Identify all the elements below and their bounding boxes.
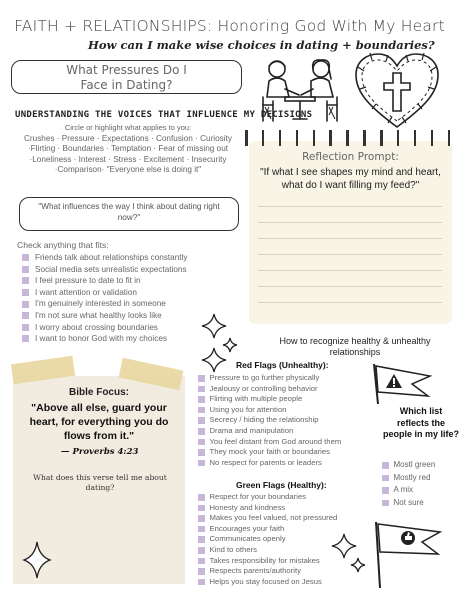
pressures-line-2: Face in Dating? bbox=[80, 78, 173, 92]
checklist-item[interactable]: Social media sets unrealistic expectations bbox=[22, 264, 247, 276]
option-item[interactable]: Mostl green bbox=[382, 459, 435, 472]
checkbox[interactable] bbox=[382, 475, 389, 482]
green-flag-item[interactable]: Helps you stay focused on Jesus bbox=[198, 577, 378, 588]
green-flag-item[interactable]: Encourages your faith bbox=[198, 524, 378, 535]
red-flag-item[interactable]: Secrecy / hiding the relationship bbox=[198, 415, 378, 426]
green-flag-item[interactable]: Respect for your boundaries bbox=[198, 492, 378, 503]
checklist-item[interactable]: Friends talk about relationships constantly bbox=[22, 252, 247, 264]
checkbox[interactable] bbox=[198, 558, 205, 565]
checkbox[interactable] bbox=[198, 386, 205, 393]
checkbox[interactable] bbox=[198, 407, 205, 414]
checkbox[interactable] bbox=[198, 460, 205, 467]
checkbox[interactable] bbox=[198, 417, 205, 424]
barbed-heart-cross-icon bbox=[350, 49, 444, 133]
which-list-question: Which list reflects the people in my life? bbox=[383, 406, 459, 439]
voices-heading: UNDERSTANDING THE VOICES THAT INFLUENCE MY DECISIONS bbox=[15, 110, 313, 120]
checklist-item[interactable]: I want attention or validation bbox=[22, 287, 247, 299]
green-flag-item[interactable]: Takes responsibility for mistakes bbox=[198, 556, 378, 567]
which-list-options bbox=[382, 459, 435, 509]
page-title: FAITH + RELATIONSHIPS: Honoring God With My Heart bbox=[14, 17, 445, 35]
checklist-item[interactable]: I'm genuinely interested in someone bbox=[22, 298, 247, 310]
checkbox[interactable] bbox=[22, 312, 29, 319]
checkbox[interactable] bbox=[198, 449, 205, 456]
writing-line bbox=[258, 270, 442, 271]
reflection-question: "If what I see shapes my mind and heart, what do I want filling my feed?" bbox=[260, 167, 441, 191]
red-flag-item[interactable]: Using you for attention bbox=[198, 405, 378, 416]
green-flags-heading: Green Flags (Healthy): bbox=[236, 480, 327, 490]
checklist-item[interactable]: I'm not sure what healthy looks like bbox=[22, 310, 247, 322]
page-subtitle: How can I make wise choices in dating + boundaries? bbox=[88, 38, 435, 52]
red-flag-item[interactable]: Drama and manipulation bbox=[198, 426, 378, 437]
bible-verse: "Above all else, guard your heart, for everything you do flows from it." bbox=[29, 402, 169, 442]
checkbox[interactable] bbox=[198, 494, 205, 501]
checkbox[interactable] bbox=[22, 266, 29, 273]
pressures-box bbox=[11, 60, 242, 94]
option-item[interactable]: A mix bbox=[382, 484, 435, 497]
green-flag-item[interactable]: Makes you feel valued, not pressured bbox=[198, 513, 378, 524]
red-flag-item[interactable]: Jealousy or controlling behavior bbox=[198, 384, 378, 395]
bible-reference: — Proverbs 4:23 bbox=[61, 447, 139, 457]
checklist-item[interactable]: I feel pressure to date to fit in bbox=[22, 275, 247, 287]
checkbox[interactable] bbox=[22, 254, 29, 261]
warning-flag-icon bbox=[368, 362, 438, 406]
checkbox[interactable] bbox=[22, 335, 29, 342]
green-flag-item[interactable]: Communicates openly bbox=[198, 534, 378, 545]
bible-heading: Bible Focus: bbox=[68, 387, 129, 398]
writing-line bbox=[258, 238, 442, 239]
checkbox[interactable] bbox=[198, 526, 205, 533]
checklist-title: Check anything that fits: bbox=[17, 240, 109, 250]
voices-instruction: Circle or highlight what applies to you: bbox=[64, 123, 192, 132]
red-flag-item[interactable]: Flirting with multiple people bbox=[198, 394, 378, 405]
green-flag-item[interactable]: Kind to others bbox=[198, 545, 378, 556]
checkbox[interactable] bbox=[382, 487, 389, 494]
thumbs-up-flag-icon bbox=[330, 518, 450, 590]
red-flag-item[interactable]: No respect for parents or leaders bbox=[198, 458, 378, 469]
red-flag-item[interactable]: Pressure to go further physically bbox=[198, 373, 378, 384]
option-item[interactable]: Mostly red bbox=[382, 472, 435, 485]
influence-box: "What influences the way I think about dating right now?" bbox=[19, 197, 239, 231]
checkbox[interactable] bbox=[198, 568, 205, 575]
checkbox[interactable] bbox=[22, 277, 29, 284]
writing-line bbox=[258, 222, 442, 223]
pressures-line-1: What Pressures Do I bbox=[66, 63, 187, 77]
voices-list: Crushes · Pressure · Expectations · Confusion · Curiosity ·Flirting · Boundaries · Temptation · Fear of missing out ·Loneliness · Interest · Stress · Excitement · Insecurity ·Comparison· "Everyone else is doing it" bbox=[24, 133, 232, 174]
checkbox[interactable] bbox=[198, 505, 205, 512]
writing-line bbox=[258, 302, 442, 303]
checkbox[interactable] bbox=[198, 439, 205, 446]
sparkle-icon bbox=[22, 540, 52, 580]
writing-line bbox=[258, 254, 442, 255]
green-flag-item[interactable]: Honesty and kindness bbox=[198, 503, 378, 514]
voices-text bbox=[14, 123, 242, 176]
binder-rings bbox=[245, 130, 450, 146]
checkbox[interactable] bbox=[22, 301, 29, 308]
checkbox[interactable] bbox=[198, 396, 205, 403]
red-flag-item[interactable]: You feel distant from God around them bbox=[198, 437, 378, 448]
checklist-item[interactable]: I worry about crossing boundaries bbox=[22, 322, 247, 334]
checkbox[interactable] bbox=[198, 515, 205, 522]
red-flags-list bbox=[198, 373, 378, 468]
reflection-title: Reflection Prompt: bbox=[302, 151, 399, 163]
healthy-heading: How to recognize healthy & unhealthy relationships bbox=[279, 336, 431, 357]
writing-line bbox=[258, 206, 442, 207]
option-item[interactable]: Not sure bbox=[382, 497, 435, 510]
checkbox[interactable] bbox=[382, 500, 389, 507]
bible-question: What does this verse tell me about dating? bbox=[33, 473, 167, 492]
checkbox[interactable] bbox=[22, 289, 29, 296]
checkbox[interactable] bbox=[198, 579, 205, 586]
checkbox[interactable] bbox=[382, 462, 389, 469]
green-flag-item[interactable]: Respects parents/authority bbox=[198, 566, 378, 577]
writing-line bbox=[258, 286, 442, 287]
checkbox[interactable] bbox=[22, 324, 29, 331]
checkbox[interactable] bbox=[198, 536, 205, 543]
checklist-item[interactable]: I want to honor God with my choices bbox=[22, 333, 247, 345]
checkbox[interactable] bbox=[198, 375, 205, 382]
checkbox[interactable] bbox=[198, 428, 205, 435]
red-flags-heading: Red Flags (Unhealthy): bbox=[236, 360, 329, 370]
red-flag-item[interactable]: They mock your faith or boundaries bbox=[198, 447, 378, 458]
checkbox[interactable] bbox=[198, 547, 205, 554]
